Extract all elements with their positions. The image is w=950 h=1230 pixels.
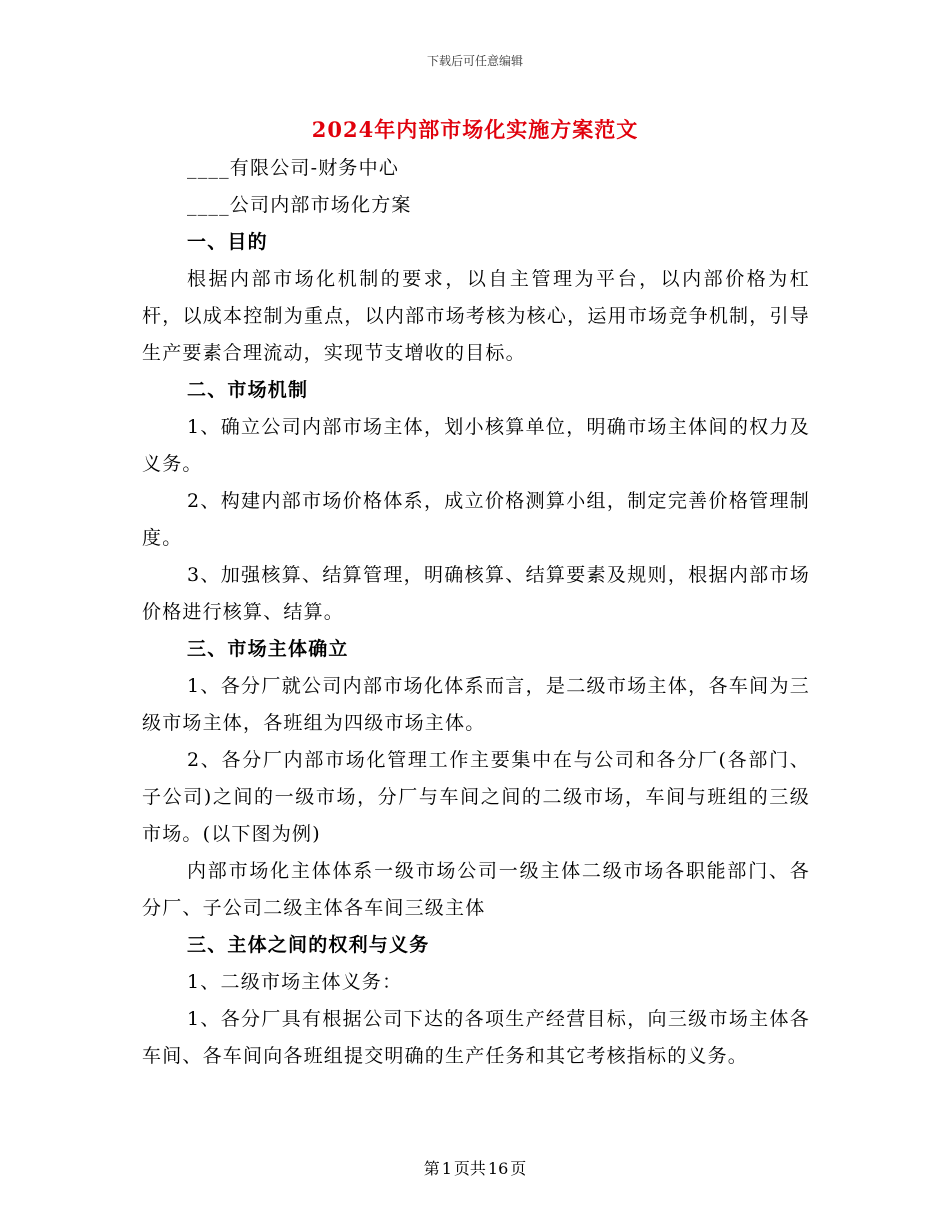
footer-page-number: 1 xyxy=(441,1159,452,1178)
section-heading-purpose: 一、目的 xyxy=(187,231,268,253)
paragraph-mechanism-2: 2、构建内部市场价格体系，成立价格测算小组，制定完善价格管理制度。 xyxy=(142,490,810,549)
paragraph-mechanism-1: 1、确立公司内部市场主体，划小核算单位，明确市场主体间的权力及义务。 xyxy=(142,416,810,475)
company-line: ____有限公司-财务中心 xyxy=(187,157,400,179)
section-heading-rights: 三、主体之间的权利与义务 xyxy=(187,934,430,956)
paragraph-rights-1: 1、各分厂具有根据公司下达的各项生产经营目标，向三级市场主体各车间、各车间向各班组提交明确的生产任务和其它考核指标的义务。 xyxy=(142,1008,810,1067)
page-footer xyxy=(0,1156,950,1179)
plan-line: ____公司内部市场化方案 xyxy=(187,194,412,216)
paragraph-entities-2: 2、各分厂内部市场化管理工作主要集中在与公司和各分厂(各部门、子公司)之间的一级市场，分厂与车间之间的二级市场，车间与班组的三级市场。(以下图为例) xyxy=(142,749,810,845)
document-title: 2024年内部市场化实施方案范文 xyxy=(311,117,639,142)
footer-suffix: 页 xyxy=(510,1159,527,1178)
paragraph-entities-diagram-text: 内部市场化主体体系一级市场公司一级主体二级市场各职能部门、各分厂、子公司二级主体各车间三级主体 xyxy=(142,860,810,919)
paragraph-purpose: 根据内部市场化机制的要求，以自主管理为平台，以内部价格为杠杆，以成本控制为重点，以内部市场考核为核心，运用市场竞争机制，引导生产要素合理流动，实现节支增收的目标。 xyxy=(142,268,810,364)
section-heading-entities: 三、市场主体确立 xyxy=(187,638,349,660)
paragraph-mechanism-3: 3、加强核算、结算管理，明确核算、结算要素及规则，根据内部市场价格进行核算、结算。 xyxy=(142,564,810,623)
paragraph-rights-subheading: 1、二级市场主体义务： xyxy=(187,971,403,993)
document-body xyxy=(142,150,810,1075)
page-header-note: 下载后可任意编辑 xyxy=(426,54,523,68)
section-heading-mechanism: 二、市场机制 xyxy=(187,379,309,401)
footer-middle: 页共 xyxy=(453,1159,486,1178)
footer-total-pages: 16 xyxy=(487,1159,509,1178)
footer-prefix: 第 xyxy=(423,1159,440,1178)
paragraph-entities-1: 1、各分厂就公司内部市场化体系而言，是二级市场主体，各车间为三级市场主体，各班组为四级市场主体。 xyxy=(142,675,810,734)
